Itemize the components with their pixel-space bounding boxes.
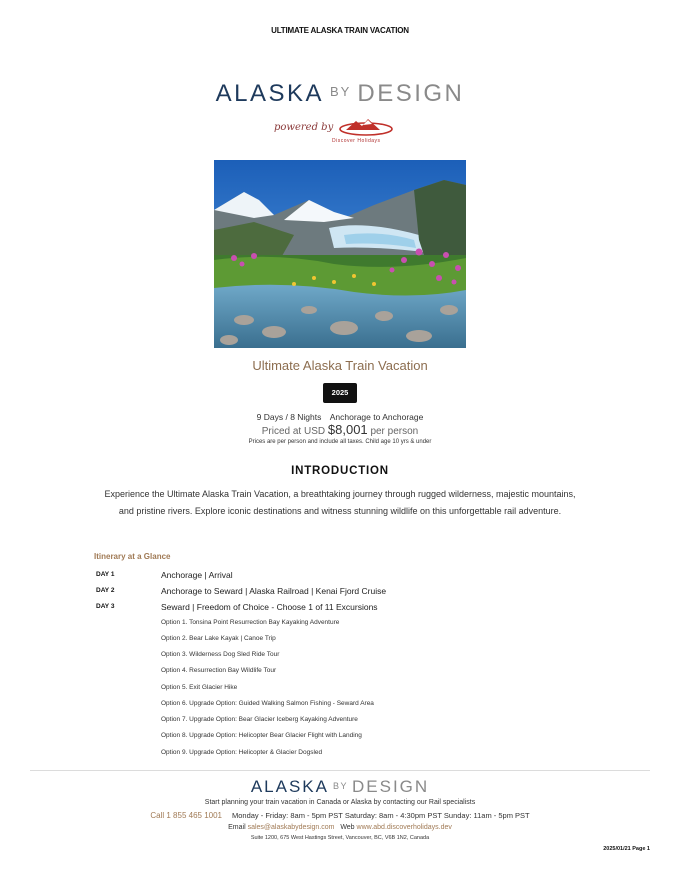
itinerary-heading: Itinerary at a Glance: [94, 552, 171, 561]
trip-title: Ultimate Alaska Train Vacation: [252, 358, 428, 373]
email-link[interactable]: sales@alaskabydesign.com: [247, 824, 335, 831]
powered-by-badge: [270, 116, 410, 148]
page-number: 2025/01/21 Page 1: [603, 846, 650, 852]
hero-image: [214, 160, 466, 348]
email-label: Email: [228, 824, 246, 831]
price-amount: $8,001: [327, 422, 368, 437]
trip-duration: 9 Days / 8 Nights: [256, 412, 322, 422]
web-label: Web: [340, 824, 355, 831]
price-prefix: Priced at USD: [261, 426, 326, 437]
excursion-option: Option 8. Upgrade Option: Helicopter Bear Glacier Flight with Landing: [161, 732, 362, 739]
itinerary-day: [96, 601, 596, 615]
logo-design: DESIGN: [357, 80, 465, 107]
partner-name: Discover Holidays: [332, 138, 381, 144]
excursion-option: Option 9. Upgrade Option: Helicopter & Glacier Dogsled: [161, 749, 323, 756]
footer-logo: [0, 778, 680, 796]
discover-holidays-logo-icon: [332, 116, 398, 140]
document-title: ULTIMATE ALASKA TRAIN VACATION: [271, 26, 409, 35]
logo-by: BY: [330, 84, 352, 99]
day-label: DAY 3: [96, 603, 115, 610]
day-label: DAY 1: [96, 571, 115, 578]
footer-contact: [0, 811, 680, 820]
footer-phone-link[interactable]: Call 1 855 465 1001: [150, 811, 222, 820]
day-label: DAY 2: [96, 587, 115, 594]
footer-email-web: [0, 824, 680, 831]
excursion-option: Option 3. Wilderness Dog Sled Ride Tour: [161, 651, 280, 658]
alaska-by-design-logo: [0, 82, 680, 106]
footer-hours: Monday - Friday: 8am - 5pm PST Saturday: 8am - 4:30pm PST Sunday: 11am - 5pm PST: [232, 811, 530, 820]
glacier-landscape-image: [214, 160, 466, 348]
footer-logo-design: DESIGN: [351, 777, 430, 796]
trip-route: Anchorage to Anchorage: [329, 412, 424, 422]
price-suffix: per person: [370, 426, 419, 437]
excursion-option: Option 7. Upgrade Option: Bear Glacier Iceberg Kayaking Adventure: [161, 716, 358, 723]
excursion-option: Option 5. Exit Glacier Hike: [161, 684, 238, 691]
footer-logo-alaska: ALASKA: [250, 777, 329, 796]
excursion-option: Option 4. Resurrection Bay Wildlife Tour: [161, 667, 277, 674]
itinerary-day: [96, 569, 596, 583]
logo-alaska: ALASKA: [215, 80, 325, 107]
excursion-option: Option 2. Bear Lake Kayak | Canoe Trip: [161, 635, 276, 642]
footer-tagline: Start planning your train vacation in Canada or Alaska by contacting our Rail specialists: [204, 799, 476, 806]
footer-logo-by: BY: [332, 781, 348, 791]
excursion-option: Option 1. Tonsina Point Resurrection Bay Kayaking Adventure: [161, 619, 340, 626]
trip-meta: [0, 412, 680, 422]
day-description: Anchorage to Seward | Alaska Railroad | Kenai Fjord Cruise: [161, 586, 387, 596]
footer-divider: [30, 770, 650, 771]
introduction-text: Experience the Ultimate Alaska Train Vacation, a breathtaking journey through rugged wilderness, majestic mountains, and pristine rivers. Explore iconic destinations and witness stunning wildlife on this unforgettable rail adventure.: [104, 489, 576, 516]
trip-price: [0, 422, 680, 437]
year-badge: 2025: [323, 383, 357, 403]
footer-address: Suite 1200, 675 West Hastings Street, Vancouver, BC, V6B 1N2, Canada: [250, 835, 430, 841]
web-link[interactable]: www.abd.discoverholidays.dev: [356, 824, 452, 831]
price-fine-print: Prices are per person and include all taxes. Child age 10 yrs & under: [248, 439, 432, 445]
introduction-heading: INTRODUCTION: [291, 465, 389, 477]
powered-by-text: powered by: [274, 122, 334, 133]
day-description: Anchorage | Arrival: [161, 570, 233, 580]
day-description: Seward | Freedom of Choice - Choose 1 of 11 Excursions: [161, 602, 378, 612]
excursion-option: Option 6. Upgrade Option: Guided Walking Salmon Fishing - Seward Area: [161, 700, 374, 707]
itinerary-day: [96, 585, 596, 599]
